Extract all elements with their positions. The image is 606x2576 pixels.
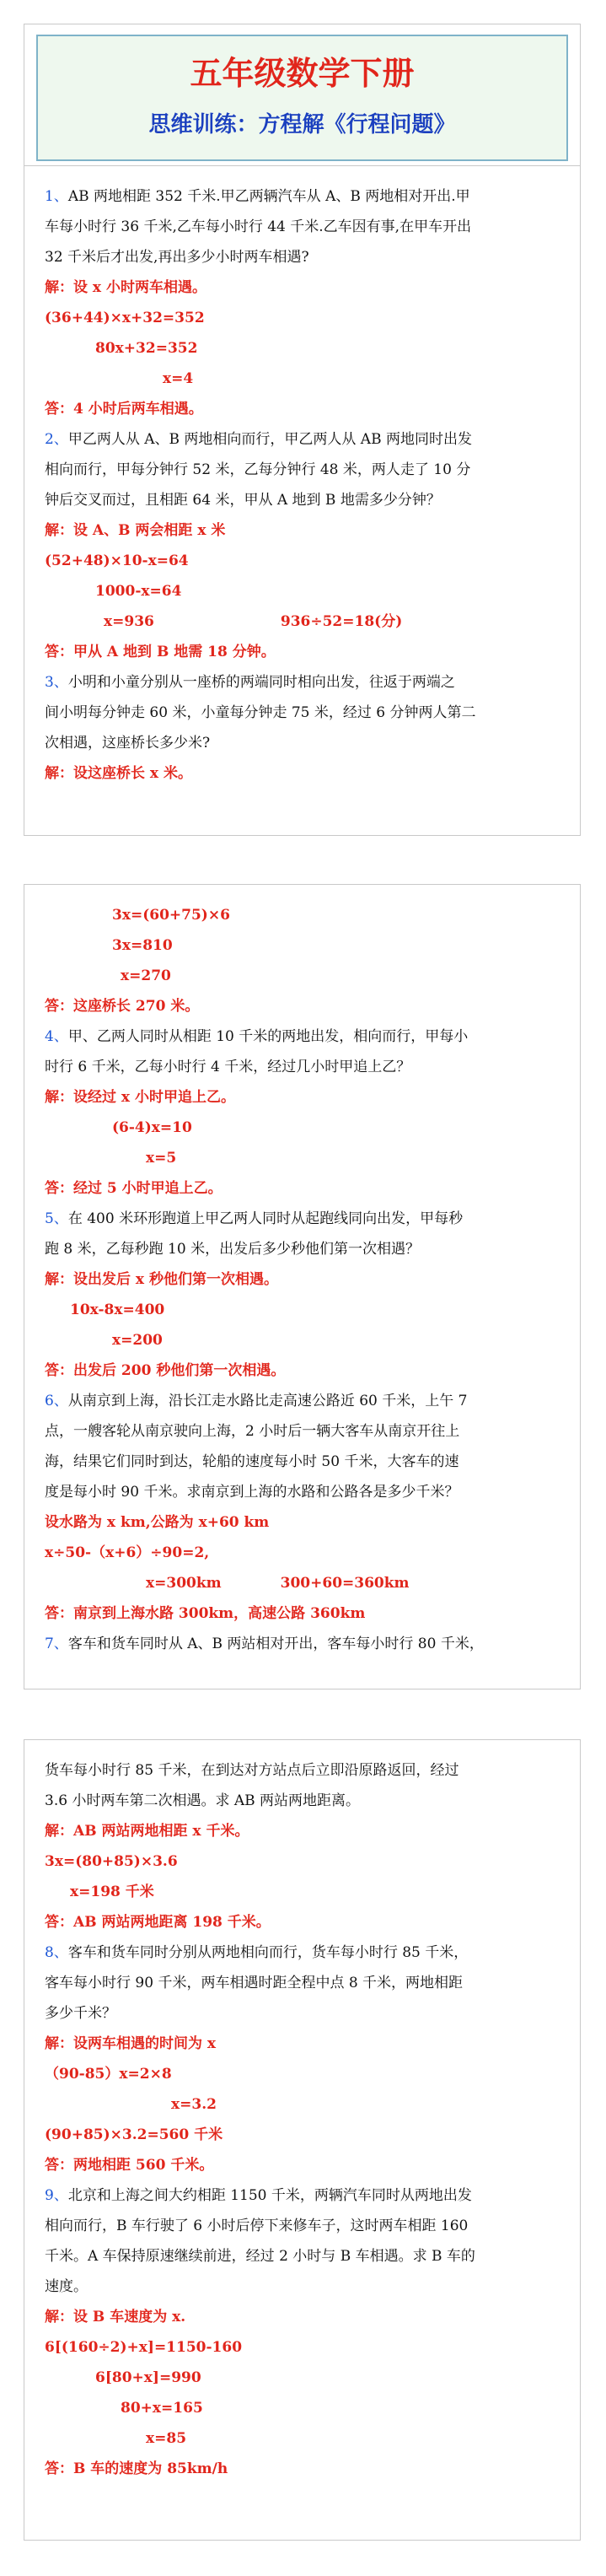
equation-step: 6[80+x]=990 [95,2369,201,2386]
question-7-line-2: 货车每小时行 85 千米，在到达对方站点后立即沿原路返回，经过 [45,1762,459,1779]
question-5-line-2: 跑 8 米，乙每秒跑 10 米，出发后多少秒他们第一次相遇？ [45,1241,421,1258]
equation-result: x=4 [163,370,194,387]
equation-step: 80x+32=352 [95,340,198,357]
equation-step: 10x-8x=400 [70,1301,165,1318]
answer-line: 答：AB 两站两地距离 198 千米。 [45,1914,271,1931]
question-6-line-1: 6、从南京到上海，沿长江走水路比走高速公路近 60 千米，上午 7 [45,1393,468,1409]
equation-step: (52+48)×10-x=64 [45,552,189,569]
equation-result: x=85 [146,2430,187,2447]
question-number: 7、 [45,1636,68,1652]
answer-line: 答：4 小时后两车相遇。 [45,401,203,418]
question-9-line-4: 速度。 [45,2278,88,2295]
question-8-line-1: 8、客车和货车同时分别从两地相向而行，货车每小时行 85 千米， [45,1944,469,1961]
answer-line: 答：这座桥长 270 米。 [45,998,200,1015]
solution-setup: 设水路为 x km,公路为 x+60 km [45,1514,270,1531]
equation-result: x=200 [112,1332,163,1349]
question-5-line-1: 5、在 400 米环形跑道上甲乙两人同时从起跑线同向出发，甲每秒 [45,1210,464,1227]
question-7-line-1: 7、客车和货车同时从 A、B 两站相对开出，客车每小时行 80 千米， [45,1636,484,1652]
question-8-line-2: 客车每小时行 90 千米，两车相遇时距全程中点 8 千米，两地相距 [45,1975,464,1991]
solution-setup: 解：AB 两站两地相距 x 千米。 [45,1823,249,1840]
equation-step: 3x=(80+85)×3.6 [45,1853,178,1870]
equation-step: x÷50-（x+6）÷90=2, [45,1544,210,1561]
equation-step: （90-85）x=2×8 [45,2066,172,2083]
page-subtitle: 思维训练：方程解《行程问题》 [148,112,456,137]
question-3-line-2: 间小明每分钟走 60 米，小童每分钟走 75 米，经过 6 分钟两人第二 [45,704,476,721]
question-number: 6、 [45,1393,68,1409]
question-3-line-1: 3、小明和小童分别从一座桥的两端同时相向出发，往返于两端之 [45,674,455,691]
answer-line: 答：经过 5 小时甲追上乙。 [45,1180,223,1197]
equation-step: 1000-x=64 [95,583,182,600]
answer-line: 答：出发后 200 秒他们第一次相遇。 [45,1362,286,1379]
equation-result: x=300km 300+60=360km [146,1575,410,1592]
solution-setup: 解：设 A、B 两会相距 x 米 [45,522,226,539]
question-number: 1、 [45,188,68,205]
solution-setup: 解：设 x 小时两车相遇。 [45,279,206,296]
title-banner [36,35,568,161]
question-7-line-3: 3.6 小时两车第二次相遇。求 AB 两站两地距离。 [45,1792,361,1809]
question-1-line-3: 32 千米后才出发,再出多少小时两车相遇? [45,249,309,266]
worksheet-page-3 [24,1739,581,2541]
answer-line: 答：两地相距 560 千米。 [45,2157,214,2174]
solution-setup: 解：设两车相遇的时间为 x [45,2035,217,2052]
worksheet-page-2 [24,884,581,1689]
question-2-line-3: 钟后交叉而过，且相距 64 米，甲从 A 地到 B 地需多少分钟？ [45,492,441,509]
question-9-line-2: 相向而行，B 车行驶了 6 小时后停下来修车子，这时两车相距 160 [45,2218,469,2234]
equation-result: x=5 [146,1150,177,1167]
answer-line: 答：B 车的速度为 85km/h [45,2460,228,2477]
page-title: 五年级数学下册 [190,55,415,92]
question-number: 4、 [45,1028,68,1045]
equation-step: x=3.2 [171,2096,217,2113]
worksheet-page-1 [24,165,581,836]
equation-step: 3x=(60+75)×6 [112,907,230,924]
question-2-line-1: 2、甲乙两人从 A、B 两地相向而行，甲乙两人从 AB 两地同时出发 [45,431,472,448]
question-2-line-2: 相向而行，甲每分钟行 52 米，乙每分钟行 48 米，两人走了 10 分 [45,461,471,478]
solution-setup: 解：设这座桥长 x 米。 [45,765,192,782]
equation-step: 6[(160÷2)+x]=1150-160 [45,2339,243,2356]
answer-line: 答：甲从 A 地到 B 地需 18 分钟。 [45,644,276,660]
question-8-line-3: 多少千米？ [45,2005,116,2022]
question-6-line-4: 度是每小时 90 千米。求南京到上海的水路和公路各是多少千米？ [45,1484,459,1501]
title-card [24,24,581,171]
question-number: 5、 [45,1210,68,1227]
question-number: 3、 [45,674,68,691]
question-6-line-3: 海，结果它们同时到达，轮船的速度每小时 50 千米，大客车的速 [45,1453,459,1470]
question-number: 8、 [45,1944,68,1961]
solution-setup: 解：设经过 x 小时甲追上乙。 [45,1089,235,1106]
solution-setup: 解：设 B 车速度为 x. [45,2309,186,2325]
equation-step: (90+85)×3.2=560 千米 [45,2126,223,2143]
question-3-line-3: 次相遇，这座桥长多少米? [45,735,211,752]
equation-step: 3x=810 [112,937,173,954]
equation-result: x=270 [121,967,171,984]
equation-step: (36+44)×x+32=352 [45,310,205,326]
question-4-line-2: 时行 6 千米，乙每小时行 4 千米，经过几小时甲追上乙？ [45,1059,411,1075]
question-4-line-1: 4、甲、乙两人同时从相距 10 千米的两地出发，相向而行，甲每小 [45,1028,469,1045]
equation-step: (6-4)x=10 [112,1119,192,1136]
equation-step: 80+x=165 [121,2400,203,2417]
question-1-line-1: 1、AB 两地相距 352 千米.甲乙两辆汽车从 A、B 两地相对开出.甲 [45,188,470,205]
question-1-line-2: 车每小时行 36 千米,乙车每小时行 44 千米.乙车因有事,在甲车开出 [45,218,472,235]
question-number: 2、 [45,431,68,448]
question-number: 9、 [45,2187,68,2204]
question-9-line-3: 千米。A 车保持原速继续前进，经过 2 小时与 B 车相遇。求 B 车的 [45,2248,475,2265]
solution-setup: 解：设出发后 x 秒他们第一次相遇。 [45,1271,278,1288]
answer-line: 答：南京到上海水路 300km，高速公路 360km [45,1605,366,1622]
equation-result: x=936 936÷52=18(分) [104,613,403,630]
question-6-line-2: 点，一艘客轮从南京驶向上海，2 小时后一辆大客车从南京开往上 [45,1423,460,1440]
question-9-line-1: 9、北京和上海之间大约相距 1150 千米，两辆汽车同时从两地出发 [45,2187,472,2204]
equation-result: x=198 千米 [70,1883,154,1900]
